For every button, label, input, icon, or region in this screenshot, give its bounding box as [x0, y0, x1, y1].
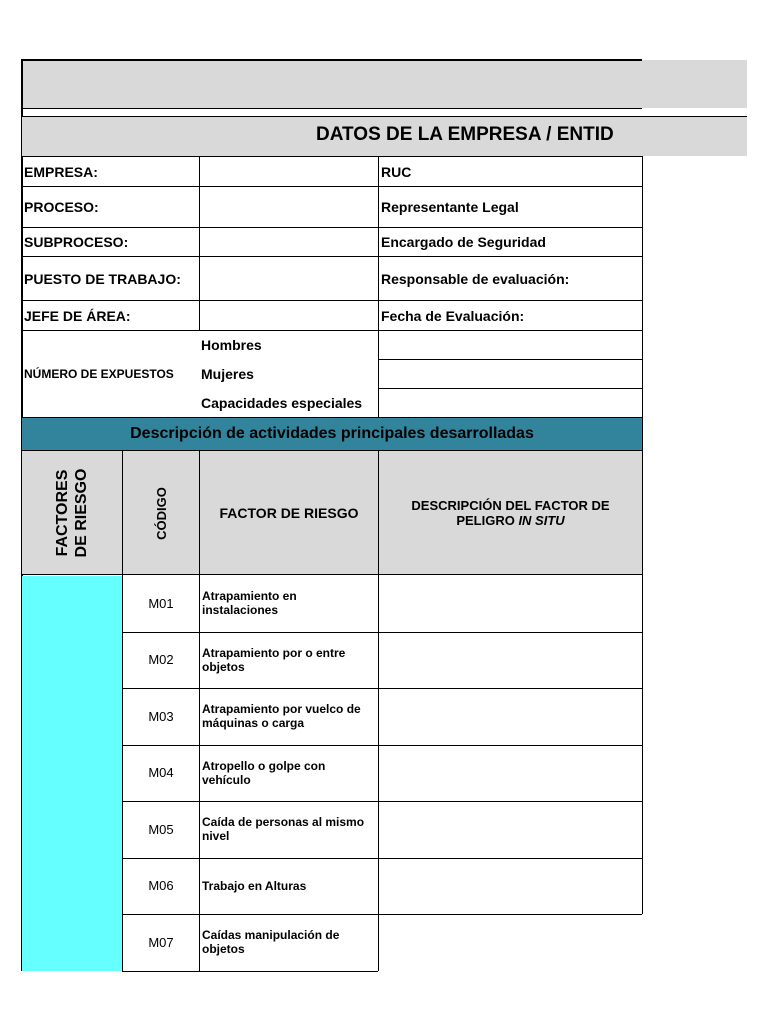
puesto-field[interactable]: [200, 257, 378, 300]
grid-line: [642, 156, 643, 418]
codigo-header: [123, 451, 199, 575]
capacidades-label: Capacidades especiales: [201, 395, 363, 411]
descripcion-header-line1: DESCRIPCIÓN DEL FACTOR DE: [411, 498, 610, 513]
factores-header-text: FACTORES DE RIESGO: [54, 468, 90, 558]
risk-code: M02: [148, 652, 174, 668]
codigo-header-text: CÓDIGO: [153, 486, 169, 540]
hombres-label: Hombres: [201, 337, 262, 353]
risk-description-field[interactable]: [379, 858, 642, 915]
risk-description-field[interactable]: [379, 745, 642, 802]
hombres-field[interactable]: [379, 331, 641, 359]
factor-header: FACTOR DE RIESGO: [219, 505, 359, 521]
descripcion-header-insitu: IN SITU: [518, 513, 565, 528]
risk-factor: Atrapamiento por o entre objetos: [202, 645, 346, 674]
expuestos-label: NÚMERO DE EXPUESTOS: [24, 367, 174, 381]
risk-factor: Caída de personas al mismo nivel: [202, 815, 365, 844]
risk-factor: Trabajo en Alturas: [202, 878, 307, 893]
risk-code: M04: [148, 765, 174, 781]
empresa-label: EMPRESA:: [24, 163, 98, 180]
jefe-label: JEFE DE ÁREA:: [24, 307, 131, 324]
descripcion-header: [379, 451, 642, 575]
risk-factor: Caídas manipulación de objetos: [202, 928, 340, 957]
capacidades-field[interactable]: [379, 389, 641, 417]
activities-header: Descripción de actividades principales desarrolladas: [22, 417, 643, 451]
row-divider: [122, 971, 378, 972]
fecha-label: Fecha de Evaluación:: [381, 307, 525, 324]
risk-code: M05: [148, 821, 174, 837]
risk-code: M03: [148, 708, 174, 724]
risk-description-field[interactable]: [379, 575, 642, 632]
jefe-field[interactable]: [200, 301, 378, 330]
risk-description-field[interactable]: [379, 632, 642, 689]
risk-description-field[interactable]: [379, 914, 642, 971]
factores-header: [22, 451, 122, 575]
subproceso-label: SUBPROCESO:: [24, 234, 129, 250]
divider: [22, 108, 642, 109]
empresa-field[interactable]: [200, 157, 378, 186]
puesto-label: PUESTO DE TRABAJO:: [24, 270, 181, 287]
risk-code: M06: [148, 878, 174, 894]
encargado-label: Encargado de Seguridad: [381, 234, 546, 250]
mujeres-label: Mujeres: [201, 366, 254, 382]
risk-code: M01: [148, 595, 174, 611]
top-banner: [22, 60, 747, 108]
grid-line: [642, 575, 643, 914]
section-title: DATOS DE LA EMPRESA / ENTID: [316, 124, 614, 145]
ruc-label: RUC: [381, 163, 412, 180]
mujeres-field[interactable]: [379, 360, 641, 388]
subproceso-field[interactable]: [200, 228, 378, 256]
factor-group-cell: [22, 576, 122, 971]
risk-code: M07: [148, 934, 174, 950]
risk-factor: Atrapamiento por vuelco de máquinas o carga: [202, 702, 361, 731]
risk-factor: Atrapamiento en instalaciones: [202, 589, 297, 618]
descripcion-header-line2: [456, 513, 564, 528]
descripcion-header-peligro: PELIGRO: [456, 513, 519, 528]
risk-description-field[interactable]: [379, 801, 642, 858]
responsable-label: Responsable de evaluación:: [381, 270, 570, 287]
representante-label: Representante Legal: [381, 199, 519, 215]
proceso-label: PROCESO:: [24, 199, 99, 215]
risk-description-field[interactable]: [379, 688, 642, 745]
proceso-field[interactable]: [200, 187, 378, 227]
top-border: [22, 59, 642, 61]
risk-factor: Atropello o golpe con vehículo: [202, 758, 326, 787]
